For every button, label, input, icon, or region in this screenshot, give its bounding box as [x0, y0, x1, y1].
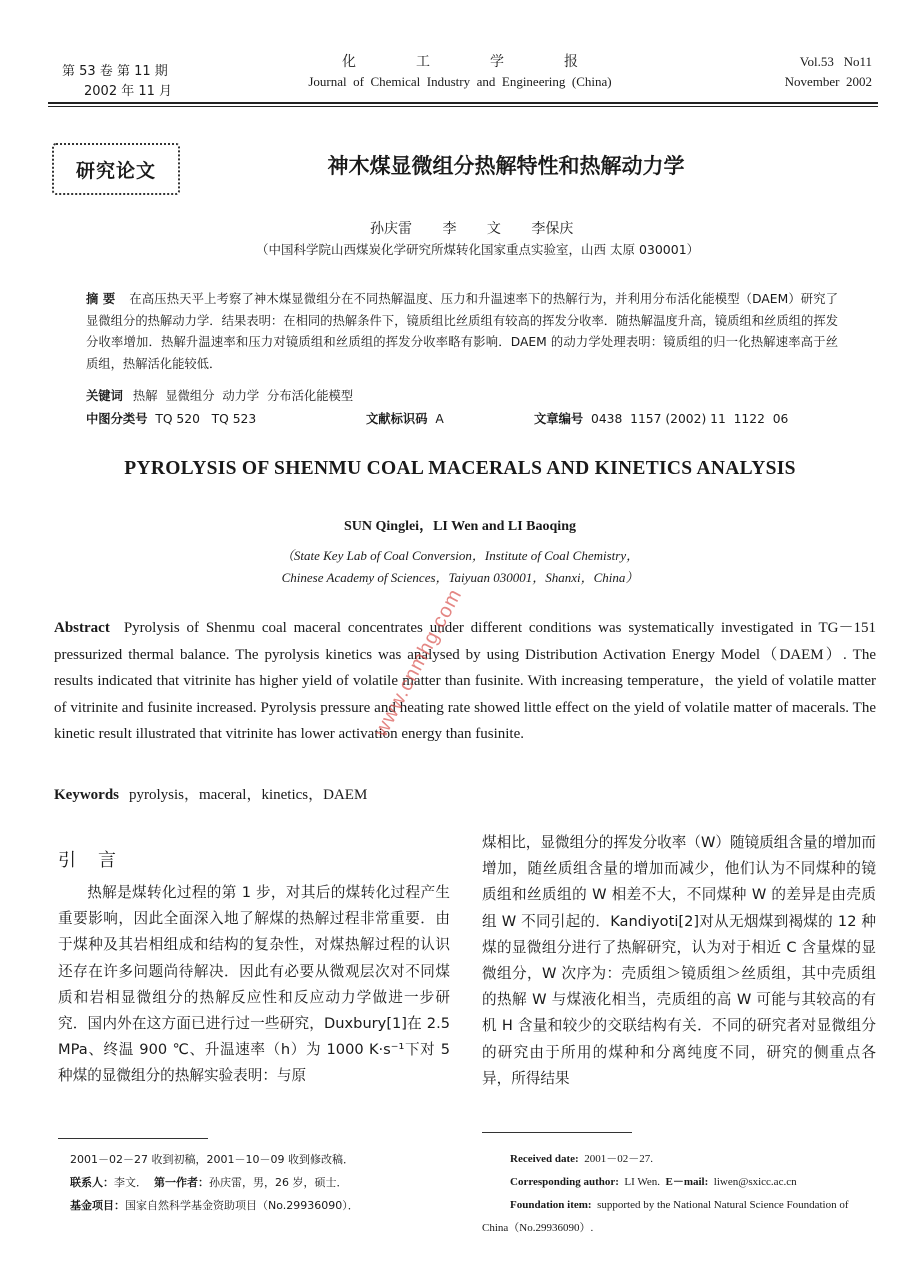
- issue-date: 2002 年 11 月: [84, 84, 173, 99]
- doc-label: 文献标识码: [366, 412, 428, 426]
- journal-name-en: Journal of Chemical Industry and Engineering (China): [308, 74, 612, 89]
- art-value: 0438 1157 (2002) 11 1122 06: [591, 412, 789, 426]
- footnote-received-en: [482, 1148, 876, 1171]
- first-author-label: 第一作者：: [154, 1176, 209, 1189]
- paper-title-cn: 神木煤显微组分热解特性和热解动力学: [327, 154, 685, 178]
- paper-title-en: PYROLYSIS OF SHENMU COAL MACERALS AND KINETICS ANALYSIS: [124, 458, 796, 479]
- art-label: 文章编号: [534, 412, 584, 426]
- abstract-en-text: Pyrolysis of Shenmu coal maceral concentrates under different conditions was systematically investigated in TG－151 pressurized thermal balance. The pyrolysis kinetics was analysed by using Distribution Activation Energy Model（DAEM）. The results indicated that vitrinite has higher yield of volatile matter than fusinite. With increasing temperature，the yield of volatile matter of vitrinite and fusinite increased. Pyrolysis pressure and heating rate showed little effect on the yield of volatile matter of macerals. The kinetic result illustrated that vitrinite has lower activation energy than fusinite.: [54, 620, 876, 742]
- body-column-left: [58, 880, 450, 1090]
- section-heading-introduction: 引言: [58, 850, 138, 871]
- abstract-cn-text: 在高压热天平上考察了神木煤显微组分在不同热解温度、压力和升温速率下的热解行为，并利用分布活化能模型（DAEM）研究了显微组分的热解动力学．结果表明：在相同的热解条件下，镜质组比丝质组有较高的挥发分收率．随热解温度升高，镜质组和丝质组的挥发分收率增加．热解升温速率和压力对镜质组和丝质组的挥发分收率略有影响．DAEM 的动力学处理表明：镜质组的归一化热解速率高于丝质组，热解活化能较低．: [86, 292, 839, 371]
- watermark: www.cnmhg.com: [370, 585, 467, 741]
- keywords-cn: [86, 386, 353, 404]
- authors-cn: 孙庆雷 李 文 李保庆: [370, 221, 574, 237]
- footnote-fund-en: [482, 1194, 876, 1240]
- keywords-en-label: Keywords: [54, 787, 119, 803]
- doc-code: [366, 409, 444, 427]
- journal-name: [270, 52, 650, 92]
- first-author-text: 孙庆雷，男，26 岁，硕士．: [209, 1176, 348, 1189]
- badge-label: 研究论文: [75, 160, 156, 182]
- article-number: [534, 409, 788, 427]
- fund-text-en: supported by the National Natural Science Foundation of China（No.29936090）.: [482, 1199, 849, 1234]
- section-badge: [52, 143, 180, 195]
- affiliation-en-line1: （State Key Lab of Coal Conversion，Institute of Coal Chemistry，: [280, 548, 640, 563]
- body-paragraph-left: 热解是煤转化过程的第 1 步，对其后的煤转化过程产生重要影响，因此全面深入地了解煤的热解过程非常重要．由于煤种及其岩相组成和结构的复杂性，对煤热解过程的认识还存在许多问题尚待解决．因此有必要从微观层次对不同煤质和岩相显微组分的热解反应性和反应动力学做进一步研究．国内外在这方面已进行过一些研究，Duxbury[1]在 2.5 MPa、终温 900 ℃、升温速率（h）为 1000 K·s⁻¹下对 5 种煤的显微组分的热解实验表明：与原: [58, 884, 450, 1085]
- volume-no-en: Vol.53 No11: [799, 54, 872, 69]
- issue-info-en: [785, 52, 872, 92]
- authors-en: SUN Qinglei，LI Wen and LI Baoqing: [344, 519, 576, 534]
- footnote-rule-left: [58, 1138, 208, 1139]
- volume-issue: 第 53 卷 第 11 期: [62, 64, 168, 79]
- header-rule: [48, 102, 878, 104]
- clc-number: [86, 409, 256, 427]
- received-label-en: Received date:: [510, 1153, 579, 1165]
- abstract-cn-label: 摘 要: [86, 292, 116, 306]
- header-rule-thin: [48, 106, 878, 107]
- footnote-received-cn: 2001－02－27 收到初稿，2001－10－09 收到修改稿．: [70, 1153, 354, 1166]
- footnote-corresponding-en: [482, 1171, 876, 1194]
- journal-name-cn: 化工学报: [342, 54, 638, 70]
- keywords-en: [54, 783, 367, 804]
- footnotes-en: [482, 1148, 876, 1240]
- body-column-right: [482, 830, 876, 1092]
- fund-label-en: Foundation item:: [510, 1199, 592, 1211]
- contact-text: 李文．: [114, 1176, 147, 1189]
- keywords-en-text: pyrolysis，maceral，kinetics，DAEM: [129, 787, 368, 803]
- clc-label: 中图分类号: [86, 412, 148, 426]
- footnote-fund-cn: [70, 1194, 450, 1217]
- abstract-cn: [86, 289, 838, 375]
- corr-name: LI Wen.: [624, 1176, 660, 1188]
- affiliation-cn: （中国科学院山西煤炭化学研究所煤转化国家重点实验室，山西 太原 030001）: [256, 242, 700, 257]
- footnote-rule-right: [482, 1132, 632, 1133]
- keywords-cn-text: 热解 显微组分 动力学 分布活化能模型: [132, 389, 354, 403]
- keywords-cn-label: 关键词: [86, 389, 123, 403]
- body-paragraph-right: 煤相比，显微组分的挥发分收率（W）随镜质组含量的增加而增加，随丝质组含量的增加而减少，他们认为不同煤种的镜质组和丝质组的 W 相差不大，不同煤种 W 的差异是由壳质组 W 不同引起的．Kandiyoti[2]对从无烟煤到褐煤的 12 种煤的显微组分进行了热解研究，认为对于相近 C 含量煤的显微组分，W 次序为：壳质组＞镜质组＞丝质组，其中壳质组的热解 W 与煤液化相当，壳质组的高 W 可能与其较高的有机 H 含量和较少的交联结构有关．不同的研究者对显微组分的研究由于所用的煤种和分离纯度不同，研究的侧重点各异，所得结果: [482, 834, 876, 1087]
- contact-label: 联系人：: [70, 1176, 114, 1189]
- issue-date-en: November 2002: [784, 74, 872, 89]
- corr-label: Corresponding author:: [510, 1176, 619, 1188]
- email-text: liwen@sxicc.ac.cn: [713, 1176, 797, 1188]
- fund-text-cn: 国家自然科学基金资助项目（No.29936090）．: [125, 1199, 359, 1212]
- doc-value: A: [435, 412, 444, 426]
- footnote-contact-cn: [70, 1171, 450, 1194]
- footnotes-cn: [70, 1148, 450, 1217]
- received-text-en: 2001－02－27.: [584, 1153, 653, 1165]
- email-label: E－mail:: [665, 1176, 709, 1188]
- fund-indent: [482, 1194, 592, 1217]
- issue-info: [62, 62, 172, 102]
- clc-value: TQ 520 TQ 523: [155, 412, 257, 426]
- abstract-en-label: Abstract: [54, 620, 110, 636]
- fund-label-cn: 基金项目：: [70, 1199, 125, 1212]
- abstract-en: [54, 615, 876, 748]
- affiliation-en-line2: Chinese Academy of Sciences，Taiyuan 030001，Shanxi，China）: [281, 570, 639, 585]
